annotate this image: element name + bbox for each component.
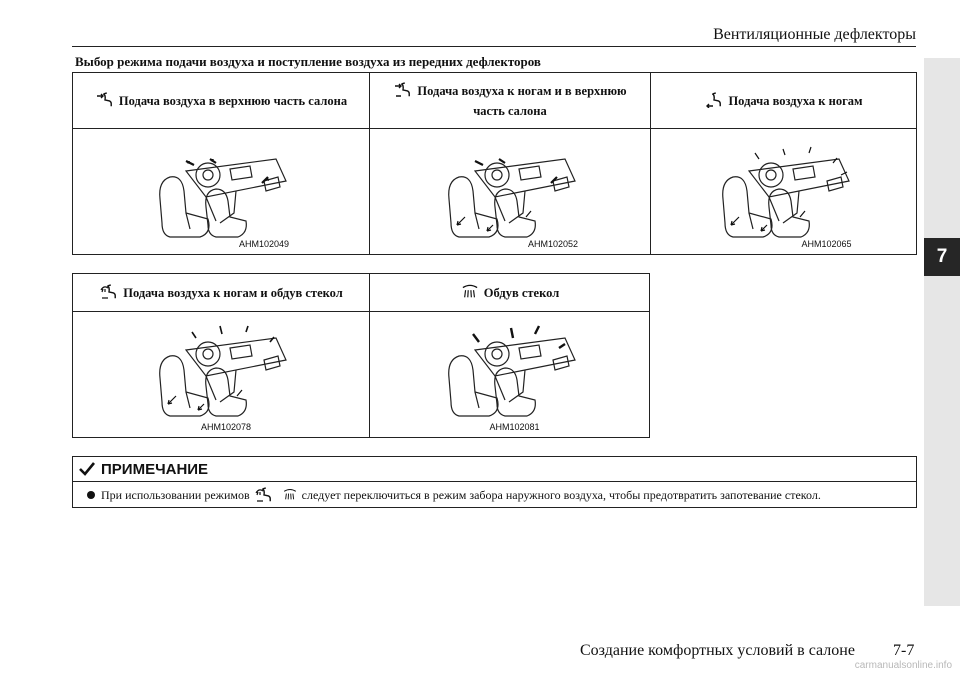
- header-defrost-mode: [370, 274, 649, 312]
- illustration-feet-defrost-mode: [73, 312, 370, 437]
- note-text-before: При использовании режимов: [101, 487, 250, 502]
- figure-caption: AHM102081: [489, 422, 540, 432]
- header-bilevel-mode: [370, 73, 651, 129]
- watermark: carmanualsonline.info: [854, 660, 952, 671]
- note-box: [72, 456, 917, 508]
- header-label: Подача воздуха к ногам: [728, 93, 863, 108]
- note-title: ПРИМЕЧАНИЕ: [101, 460, 209, 478]
- feet-mode-icon: [704, 92, 724, 108]
- header-face-mode: [73, 73, 370, 129]
- face-mode-icon: [95, 92, 115, 108]
- air-mode-table-2: [72, 273, 650, 438]
- illustration-face-mode: [73, 129, 370, 254]
- header-feet-defrost-mode: [73, 274, 370, 312]
- cabin-illustration: [435, 141, 585, 241]
- cabin-illustration: [146, 141, 296, 241]
- page-number: 7-7: [893, 642, 915, 659]
- note-header: [73, 457, 916, 482]
- section-title: Выбор режима подачи воздуха и поступление воздуха из передних дефлекторов: [75, 54, 541, 69]
- figure-caption: AHM102078: [201, 422, 252, 432]
- defrost-mode-icon: [282, 488, 298, 502]
- header-feet-mode: [651, 73, 916, 129]
- checkmark-icon: [79, 462, 95, 476]
- illustration-feet-mode: [651, 129, 916, 254]
- note-text-after: следует переключиться в режим забора наружного воздуха, чтобы предотвратить запотевание стекол.: [301, 487, 821, 502]
- header-label: Подача воздуха к ногам и обдув стекол: [123, 285, 343, 300]
- figure-caption: AHM102049: [239, 239, 290, 249]
- illustration-defrost-mode: [370, 312, 649, 437]
- cabin-illustration: [709, 141, 859, 241]
- bullet: [87, 491, 95, 499]
- chapter-tab[interactable]: 7: [924, 238, 960, 276]
- illustration-bilevel-mode: [370, 129, 651, 254]
- bilevel-mode-icon: [393, 82, 413, 98]
- footer-section-title: Создание комфортных условий в салоне: [580, 642, 855, 659]
- header-label: Подача воздуха к ногам и в верхнюю часть салона: [417, 83, 627, 118]
- cabin-illustration: [146, 320, 296, 420]
- defrost-mode-icon: [460, 284, 480, 300]
- page-header-title: Вентиляционные дефлекторы: [713, 26, 916, 43]
- figure-caption: AHM102065: [801, 239, 852, 249]
- feet-defrost-mode-icon: [99, 284, 119, 300]
- air-mode-table-1: [72, 72, 917, 255]
- note-body: [73, 482, 916, 508]
- figure-caption: AHM102052: [528, 239, 579, 249]
- feet-defrost-mode-icon: [254, 487, 274, 503]
- chapter-sidebar: [924, 58, 960, 606]
- header-rule: [72, 46, 916, 47]
- header-label: Подача воздуха в верхнюю часть салона: [118, 93, 348, 108]
- header-label: Обдув стекол: [483, 285, 560, 300]
- cabin-illustration: [435, 320, 585, 420]
